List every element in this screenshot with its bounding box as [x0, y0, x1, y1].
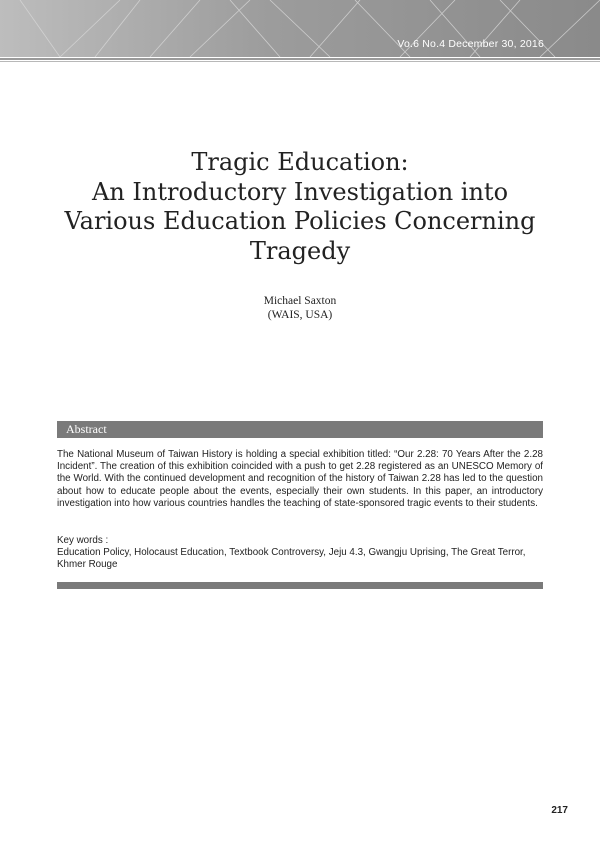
author-affiliation: (WAIS, USA) [267, 308, 333, 321]
author-name: Michael Saxton [263, 295, 337, 307]
header-rule [0, 58, 600, 60]
abstract-heading-bar [57, 421, 543, 438]
author-block [0, 295, 600, 322]
abstract-heading: Abstract [66, 422, 107, 436]
header-rule-thin [0, 61, 600, 62]
section-divider [57, 582, 543, 589]
paper-title [40, 148, 560, 266]
abstract-text: The National Museum of Taiwan History is holding a special exhibition titled: “Our 2.28: 70 Years After the 2.28 Incident”. The creation of this exhibition coincided with a push to get 2.28 registered as an UNESCO Memory of the World. With the continued development and recognition of the history of Taiwan 2.28 has led to the question about how to educate people about the events, especially their own students. In this paper, an introductory investigation into how various countries handles the teaching of state-sponsored tragic events to their students. [57, 449, 543, 509]
title-line: Various Education Policies Concerning [64, 207, 536, 235]
title-line: Tragedy [249, 236, 351, 265]
journal-info: Vo.6 No.4 December 30, 2016 [397, 38, 544, 50]
page-number: 217 [551, 805, 568, 816]
keywords-text: Education Policy, Holocaust Education, Textbook Controversy, Jeju 4.3, Gwangju Uprising, The Great Terror, Khmer Rouge [57, 547, 526, 571]
keywords-label: Key words : [57, 535, 109, 546]
title-line: An Introductory Investigation into [91, 177, 509, 206]
header-band [0, 0, 600, 57]
title-line: Tragic Education: [191, 148, 409, 176]
